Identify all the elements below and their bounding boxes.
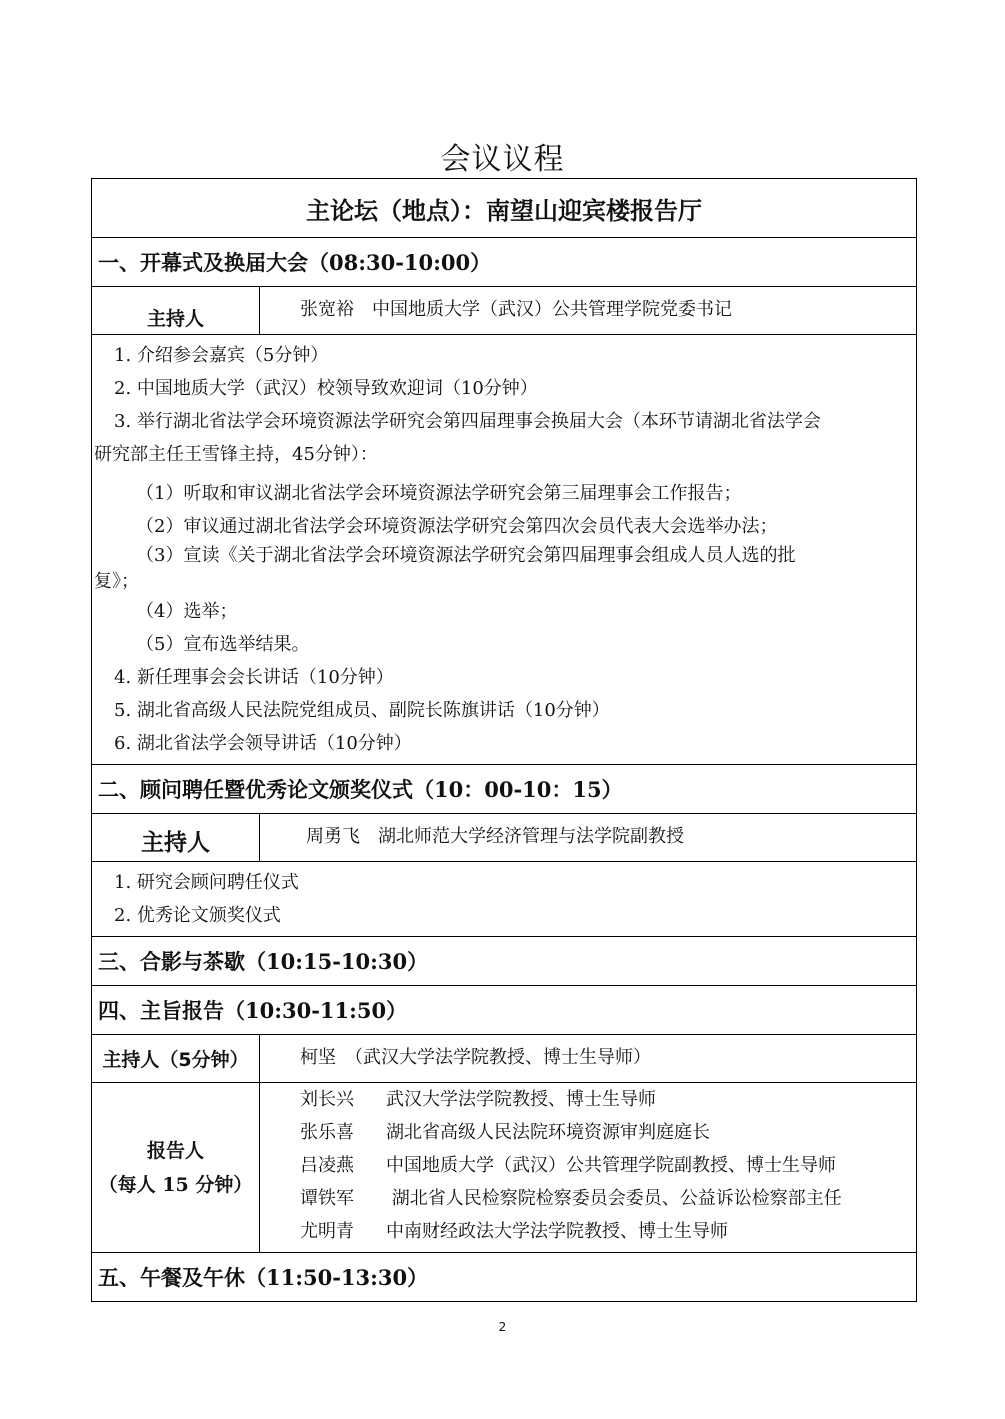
- reporter-row: [300, 1215, 916, 1248]
- reporter-label-main: 报告人: [146, 1139, 204, 1162]
- reporter-list: [260, 1083, 917, 1253]
- section-heading-1: 一、开幕式及换届大会（08:30-10:00）: [92, 238, 917, 287]
- host-label-2: 主持人: [92, 814, 260, 862]
- host-label-1: 主持人: [92, 287, 260, 335]
- reporter-name: 刘长兴: [300, 1089, 354, 1110]
- list-item: 复》；: [94, 571, 139, 592]
- list-item: （2）审议通过湖北省法学会环境资源法学研究会第四次会员代表大会选举办法；: [136, 516, 778, 537]
- host-value-1: 张宽裕 中国地质大学（武汉）公共管理学院党委书记: [260, 287, 917, 335]
- reporter-row: [300, 1116, 916, 1149]
- list-item: 4. 新任理事会会长讲话（10分钟）: [114, 667, 394, 688]
- section-2-items: [92, 862, 917, 937]
- agenda-table: [91, 178, 917, 1302]
- reporter-label-duration: （每人 15 分钟）: [98, 1173, 253, 1196]
- host-value-2: 周勇飞 湖北师范大学经济管理与法学院副教授: [260, 814, 917, 862]
- host-label-4: 主持人（5分钟）: [92, 1035, 260, 1083]
- reporter-title: 武汉大学法学院教授、博士生导师: [386, 1089, 656, 1110]
- section-heading-3: 三、合影与茶歇（10:15-10:30）: [92, 937, 917, 986]
- list-item: （3）宣读《关于湖北省法学会环境资源法学研究会第四届理事会组成人员人选的批: [136, 545, 796, 566]
- reporter-row: [300, 1083, 916, 1116]
- reporter-title: 中南财经政法大学法学院教授、博士生导师: [386, 1221, 728, 1242]
- list-item: 2. 优秀论文颁奖仪式: [114, 905, 281, 926]
- reporter-row: [300, 1182, 916, 1215]
- reporter-name: 吕凌燕: [300, 1155, 354, 1176]
- host-value-4: 柯坚 （武汉大学法学院教授、博士生导师）: [260, 1035, 917, 1083]
- list-item: （5）宣布选举结果。: [136, 634, 310, 655]
- reporter-label: [92, 1083, 260, 1253]
- list-item: 3. 举行湖北省法学会环境资源法学研究会第四届理事会换届大会（本环节请湖北省法学会: [114, 411, 821, 432]
- list-item: 5. 湖北省高级人民法院党组成员、副院长陈旗讲话（10分钟）: [114, 700, 610, 721]
- list-item: 1. 介绍参会嘉宾（5分钟）: [114, 345, 329, 366]
- section-heading-2: 二、顾问聘任暨优秀论文颁奖仪式（10：00-10：15）: [92, 765, 917, 814]
- reporter-title: 湖北省高级人民法院环境资源审判庭庭长: [386, 1122, 710, 1143]
- reporter-row: [300, 1149, 916, 1182]
- reporter-title: 中国地质大学（武汉）公共管理学院副教授、博士生导师: [386, 1155, 836, 1176]
- list-item: 1. 研究会顾问聘任仪式: [114, 872, 299, 893]
- list-item: 6. 湖北省法学会领导讲话（10分钟）: [114, 733, 412, 754]
- page-title: 会议议程: [440, 142, 565, 177]
- forum-heading: 主论坛（地点）：南望山迎宾楼报告厅: [92, 179, 917, 238]
- page-number: 2: [498, 1320, 507, 1334]
- list-item: 2. 中国地质大学（武汉）校领导致欢迎词（10分钟）: [114, 378, 538, 399]
- reporter-title: 湖北省人民检察院检察委员会委员、公益诉讼检察部主任: [386, 1188, 842, 1209]
- reporter-name: 张乐喜: [300, 1122, 354, 1143]
- section-1-items: [92, 335, 917, 765]
- reporter-name: 谭铁军: [300, 1188, 354, 1209]
- list-item: 研究部主任王雪锋主持，45分钟）：: [94, 444, 378, 465]
- list-item: （1）听取和审议湖北省法学会环境资源法学研究会第三届理事会工作报告；: [136, 483, 742, 504]
- section-heading-4: 四、主旨报告（10:30-11:50）: [92, 986, 917, 1035]
- reporter-name: 尤明青: [300, 1221, 354, 1242]
- section-heading-5: 五、午餐及午休（11:50-13:30）: [92, 1253, 917, 1302]
- list-item: （4）选举；: [136, 601, 238, 622]
